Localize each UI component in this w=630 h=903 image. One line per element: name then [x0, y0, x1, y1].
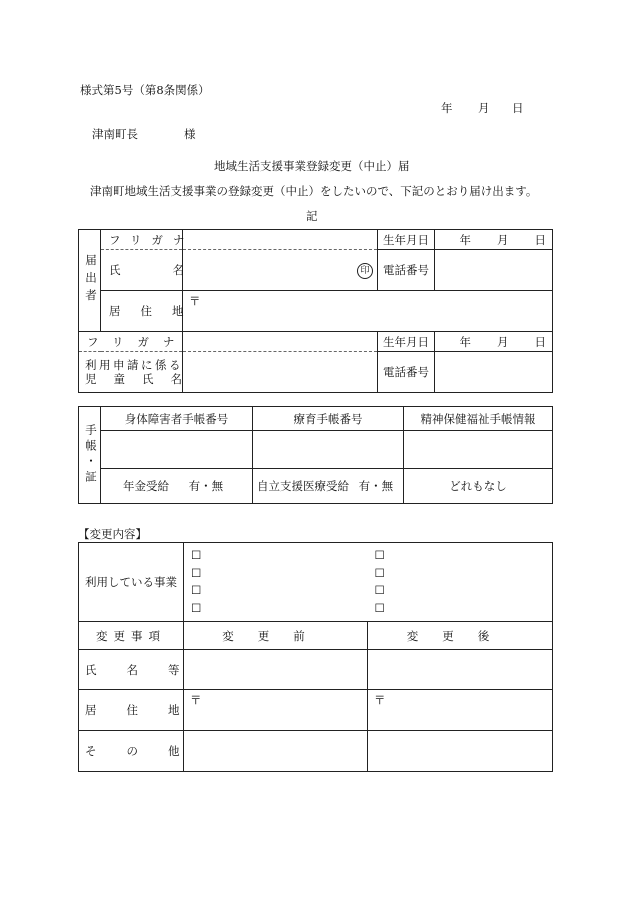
child-furigana-field[interactable]: [183, 332, 378, 352]
child-name-label: [79, 352, 199, 393]
applicant-phone-label: 電話番号: [378, 250, 435, 291]
child-phone-field[interactable]: [435, 352, 553, 393]
date-year: 年: [441, 101, 453, 115]
row-other-before[interactable]: [184, 731, 368, 772]
service-checkbox-3[interactable]: ☐: [191, 583, 202, 597]
techo-col1-header: 身体障害者手帳番号: [101, 407, 253, 431]
child-furigana-label: [79, 332, 189, 352]
applicant-phone-field[interactable]: [435, 250, 553, 291]
techo-col2-header: 療育手帳番号: [253, 407, 404, 431]
row-name-before[interactable]: [184, 650, 368, 690]
child-m-label: 月: [497, 334, 509, 349]
row-address-before[interactable]: [184, 690, 368, 731]
child-name-line2: 児童氏名: [85, 372, 199, 386]
applicant-furigana-field[interactable]: [183, 230, 378, 250]
child-name-line1: 利用申請に係る: [85, 358, 183, 372]
addressee: 津南町長: [92, 127, 138, 141]
d-label: 日: [534, 232, 546, 247]
address-label-text: 居住地: [109, 304, 204, 318]
applicant-address-label: [101, 291, 204, 332]
jiritsu-cell[interactable]: [253, 469, 404, 504]
row-name-label: [79, 650, 210, 690]
child-name-field[interactable]: [183, 352, 378, 393]
applicant-section-label: 届出者: [79, 230, 101, 332]
services-right: [368, 543, 553, 622]
applicant-table: [78, 229, 553, 393]
changes-heading: 【変更内容】: [78, 527, 147, 541]
service-checkbox-8[interactable]: ☐: [374, 600, 385, 615]
postal-icon-after: 〒: [374, 693, 386, 707]
date-month: 月: [478, 101, 490, 115]
row-address-text: 居住地: [85, 703, 210, 717]
techo-col2-field[interactable]: [253, 431, 404, 469]
honorific: 様: [184, 127, 196, 141]
applicant-birth-field[interactable]: [435, 230, 553, 250]
child-birth-field[interactable]: [435, 332, 553, 352]
before-header-text: 変更前: [222, 628, 329, 643]
postal-icon: 〒: [189, 294, 201, 308]
name-label-text: 氏名: [109, 263, 236, 277]
service-checkbox-1[interactable]: ☐: [191, 548, 202, 562]
techo-table: [78, 406, 553, 504]
techo-section-label: 手帳・証: [79, 407, 101, 504]
intro-text: 津南町地域生活支援事業の登録変更（中止）をしたいので、下記のとおり届け出ます。: [90, 184, 538, 198]
pension-cell[interactable]: [101, 469, 253, 504]
y-label: 年: [459, 232, 471, 247]
after-header-text: 変更後: [406, 628, 514, 643]
after-header: [368, 622, 553, 650]
row-other-text: その他: [85, 744, 210, 758]
pension-label: 年金受給: [123, 479, 169, 493]
row-other-after[interactable]: [368, 731, 553, 772]
techo-col1-field[interactable]: [101, 431, 253, 469]
child-phone-label: 電話番号: [378, 352, 435, 393]
techo-col3-header: 精神保健福祉手帳情報: [404, 407, 553, 431]
form-number: 様式第5号（第8条関係）: [80, 83, 210, 97]
before-header: [184, 622, 368, 650]
furigana-text: フリガナ: [109, 232, 195, 247]
child-birth-label: 生年月日: [378, 332, 435, 352]
document-title: 地域生活支援事業登録変更（中止）届: [214, 159, 410, 173]
applicant-address-field[interactable]: [183, 291, 553, 332]
service-checkbox-6[interactable]: ☐: [374, 565, 385, 580]
row-name-after[interactable]: [368, 650, 553, 690]
m-label: 月: [497, 232, 509, 247]
jiritsu-options: 有・無: [358, 479, 394, 493]
service-checkbox-5[interactable]: ☐: [374, 548, 385, 562]
child-furigana-text: フリガナ: [87, 334, 189, 349]
applicant-birth-label: 生年月日: [378, 230, 435, 250]
changes-table: [78, 542, 553, 772]
ki-label: 記: [306, 209, 318, 223]
date-day: 日: [512, 101, 524, 115]
row-address-after[interactable]: [368, 690, 553, 731]
pension-options: 有・無: [188, 479, 224, 493]
applicant-name-label: [101, 250, 236, 291]
seal-icon: 印: [357, 263, 373, 279]
techo-col3-field[interactable]: [404, 431, 553, 469]
services-label: 利用している事業: [79, 543, 184, 622]
row-address-label: [79, 690, 210, 731]
child-d-label: 日: [534, 334, 546, 349]
applicant-furigana-label: [101, 230, 195, 250]
service-checkbox-4[interactable]: ☐: [191, 600, 202, 615]
service-checkbox-2[interactable]: ☐: [191, 565, 202, 580]
child-y-label: 年: [459, 334, 471, 349]
service-checkbox-7[interactable]: ☐: [374, 583, 385, 597]
row-name-text: 氏名等: [85, 662, 210, 677]
none-cell[interactable]: どれもなし: [404, 469, 553, 504]
services-left: [184, 543, 368, 622]
item-header-text: 変更事項: [96, 628, 166, 643]
item-header: [79, 622, 184, 650]
postal-icon-before: 〒: [190, 693, 202, 707]
row-other-label: [79, 731, 210, 772]
jiritsu-label: 自立支援医療受給: [257, 479, 349, 493]
